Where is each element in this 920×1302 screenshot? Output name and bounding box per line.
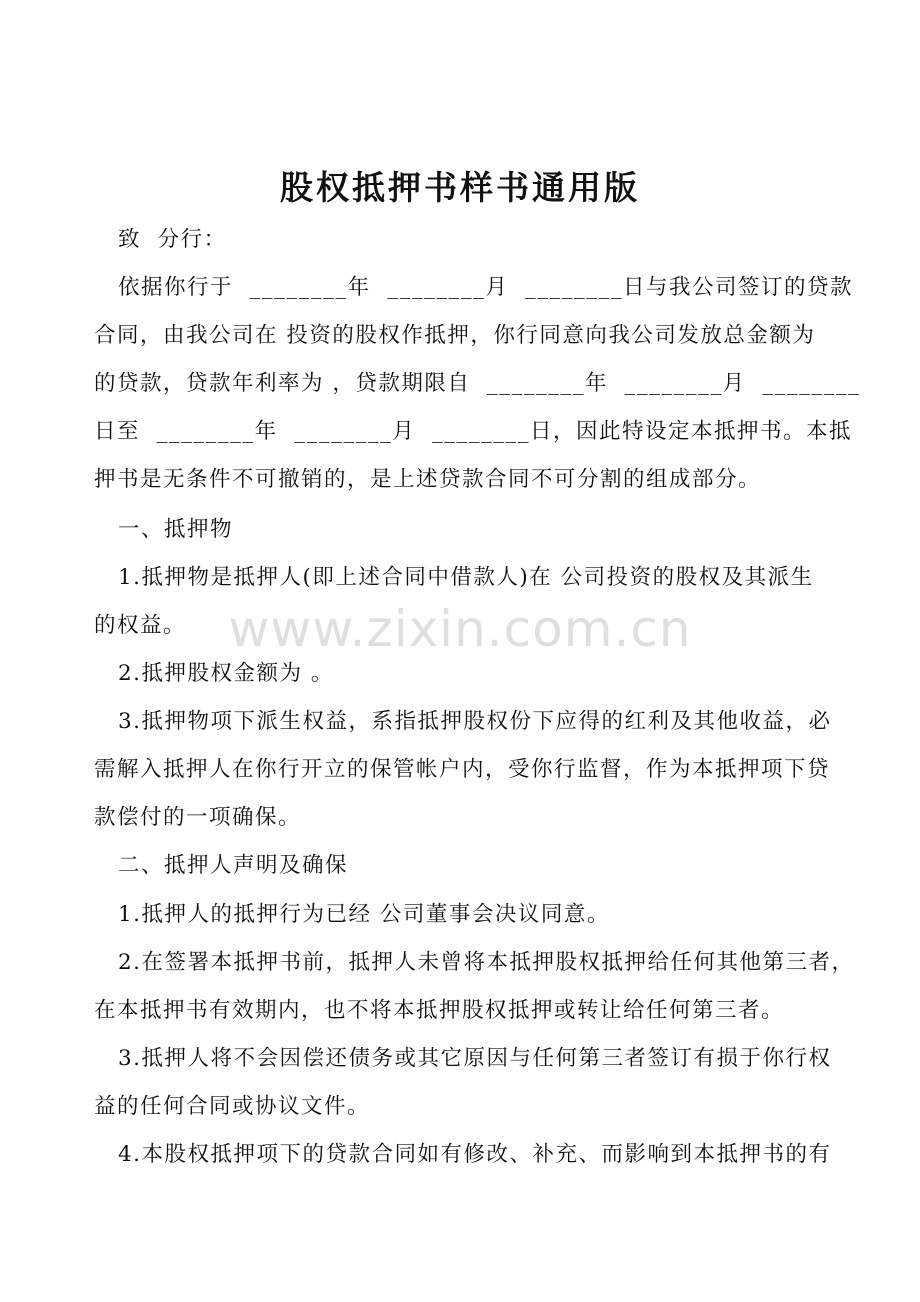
paragraph-line: 依据你行于 ________年 ________月 ________日与我公司签订的贷款 xyxy=(118,275,854,300)
paragraph-line: 押书是无条件不可撤销的，是上述贷款合同不可分割的组成部分。 xyxy=(94,467,762,492)
paragraph-line: 合同，由我公司在 投资的股权作抵押，你行同意向我公司发放总金额为 xyxy=(94,323,816,348)
clause-line: 3.抵押人将不会因偿还债务或其它原因与任何第三者签订有损于你行权 xyxy=(118,1046,832,1071)
clause-line: 的权益。 xyxy=(94,613,187,638)
paragraph-line: 日至 ________年 ________月 ________日，因此特设定本抵押书。本抵 xyxy=(94,419,853,444)
clause-line: 4.本股权抵押项下的贷款合同如有修改、补充、而影响到本抵押书的有 xyxy=(118,1142,832,1167)
clause-line: 款偿付的一项确保。 xyxy=(94,805,302,830)
section-heading: 一、抵押物 xyxy=(118,517,234,542)
clause-line: 1.抵押物是抵押人(即上述合同中借款人)在 公司投资的股权及其派生 xyxy=(118,565,814,590)
watermark: www.zixin.com.cn xyxy=(228,600,692,658)
clause-line: 需解入抵押人在你行开立的保管帐户内，受你行监督，作为本抵押项下贷 xyxy=(94,757,831,782)
clause-line: 2.抵押股权金额为 。 xyxy=(118,661,334,686)
clause-line: 1.抵押人的抵押行为已经 公司董事会决议同意。 xyxy=(118,902,610,927)
paragraph-line: 的贷款，贷款年利率为 ，贷款期限自 ________年 ________月 ________ xyxy=(94,371,861,396)
section-heading: 二、抵押人声明及确保 xyxy=(118,853,349,878)
addressee-line: 致 分行： xyxy=(118,227,227,252)
clause-line: 2.在签署本抵押书前，抵押人未曾将本抵押股权抵押给任何其他第三者， xyxy=(118,950,855,975)
clause-line: 在本抵押书有效期内，也不将本抵押股权抵押或转让给任何第三者。 xyxy=(94,998,785,1023)
document-title: 股权抵押书样书通用版 xyxy=(280,168,640,207)
clause-line: 益的任何合同或协议文件。 xyxy=(94,1094,371,1119)
clause-line: 3.抵押物项下派生权益，系指抵押股权份下应得的红利及其他收益，必 xyxy=(118,709,832,734)
